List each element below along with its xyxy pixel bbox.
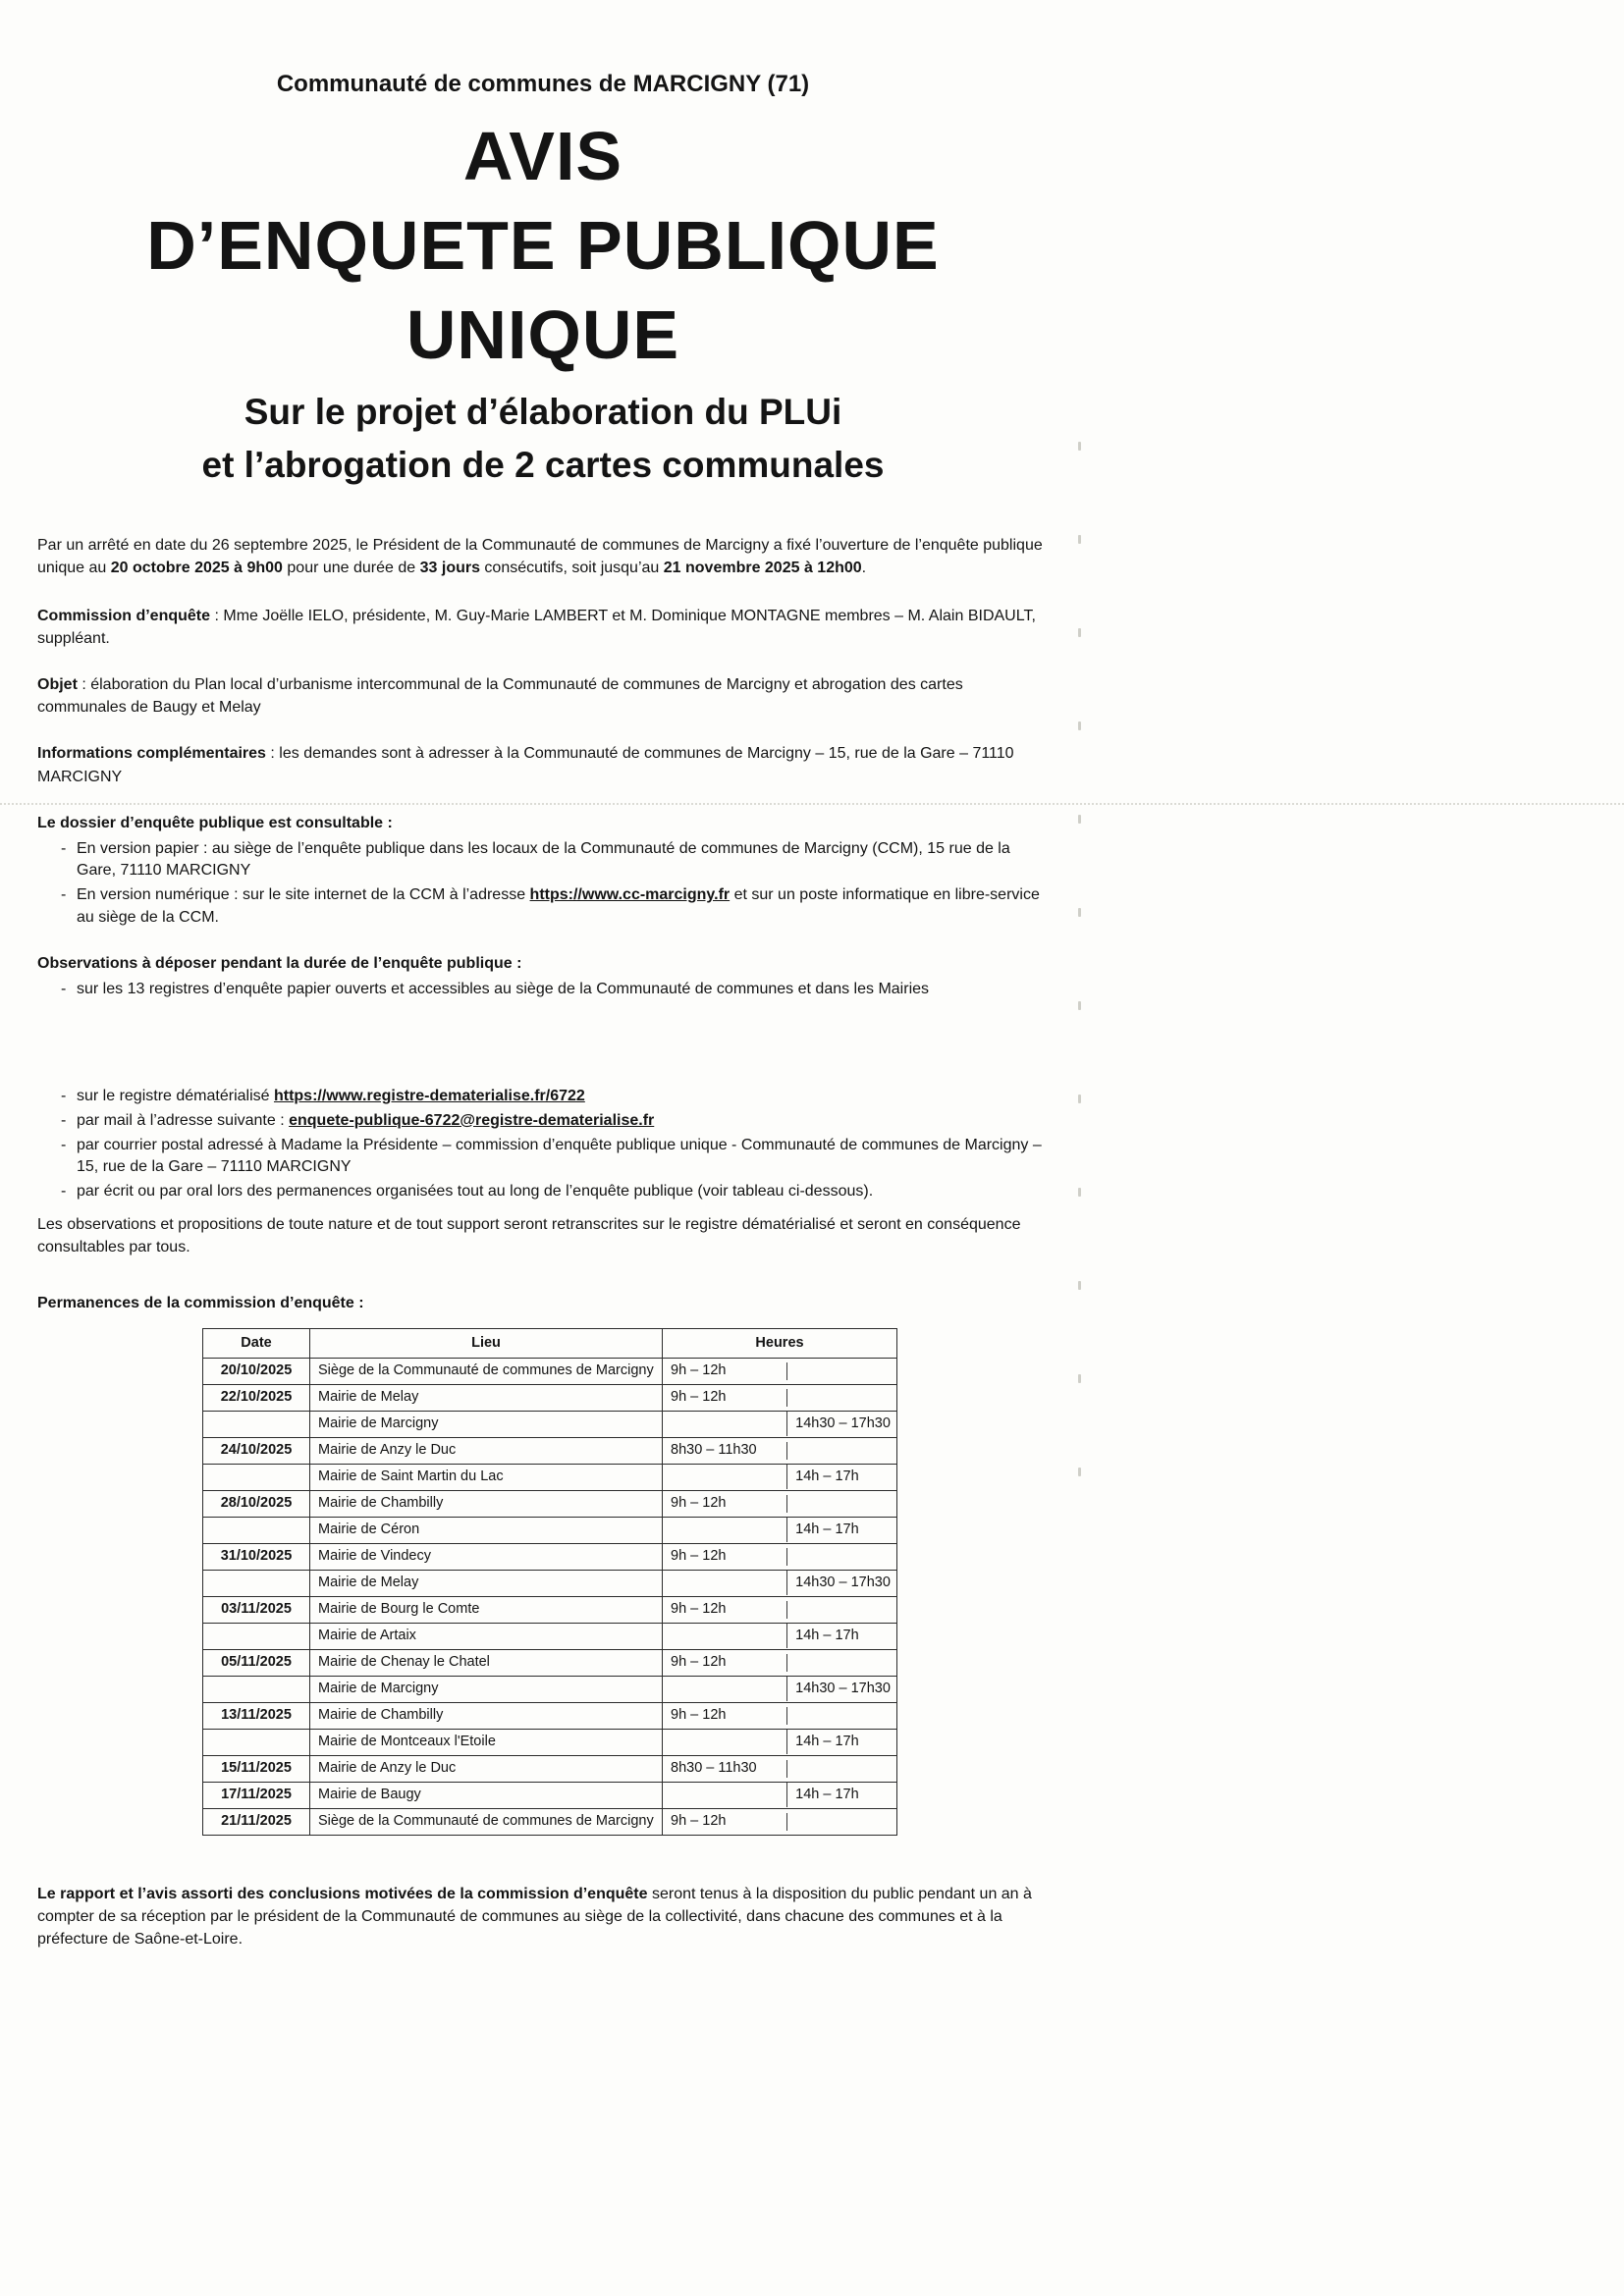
lieu-cell: Siège de la Communauté de communes de Marcigny	[310, 1358, 663, 1384]
afternoon-hours: 14h30 – 17h30	[786, 1677, 896, 1701]
text-segment: Informations complémentaires	[37, 745, 266, 763]
text-segment: En version papier : au siège de l’enquête publique dans les locaux de la Communauté de communes de Marcigny (CCM), 15 rue de la Gare, 71110 MARCIGNY	[77, 839, 1010, 880]
table-row	[203, 1676, 897, 1702]
text-segment: 20 octobre 2025 à 9h00	[110, 560, 283, 577]
intro-paragraph	[37, 534, 1049, 579]
lieu-cell: Mairie de Baugy	[310, 1782, 663, 1808]
text-segment: par mail à l’adresse suivante :	[77, 1111, 290, 1129]
document-content	[37, 0, 1049, 1950]
lieu-cell: Mairie de Melay	[310, 1570, 663, 1596]
text-segment: sur les 13 registres d’enquête papier ouverts et accessibles au siège de la Communauté de communes et dans les Mairies	[77, 981, 930, 998]
heures-cell	[663, 1543, 897, 1570]
list-item-mail	[61, 1110, 1049, 1133]
heures-cell	[663, 1517, 897, 1543]
table-row	[203, 1755, 897, 1782]
afternoon-hours	[786, 1389, 896, 1407]
dossier-heading: Le dossier d’enquête publique est consultable :	[37, 814, 393, 831]
table-row	[203, 1517, 897, 1543]
morning-hours: 8h30 – 11h30	[671, 1442, 757, 1459]
lieu-cell: Mairie de Chambilly	[310, 1490, 663, 1517]
table-row	[203, 1570, 897, 1596]
afternoon-hours	[786, 1760, 896, 1778]
morning-hours	[663, 1528, 786, 1532]
lieu-cell: Mairie de Marcigny	[310, 1411, 663, 1437]
date-cell: 21/11/2025	[203, 1808, 310, 1835]
date-cell: 31/10/2025	[203, 1543, 310, 1570]
heures-cell	[663, 1358, 897, 1384]
objet-paragraph	[37, 673, 1049, 719]
morning-hours	[663, 1422, 786, 1426]
table-row	[203, 1596, 897, 1623]
table-row	[203, 1437, 897, 1464]
lieu-cell: Mairie de Céron	[310, 1517, 663, 1543]
text-segment: Par un arrêté en date du 26 septembre 2025, le Président de la Communauté de communes de Marcigny a fixé l’ouverture de l’enquête publique unique au	[37, 537, 1043, 577]
text-segment: consécutifs, soit jusqu’au	[479, 560, 664, 577]
footer-paragraph	[37, 1883, 1049, 1950]
organization-header: Communauté de communes de MARCIGNY (71)	[276, 71, 810, 97]
text-segment: En version numérique : sur le site internet de la CCM à l’adresse	[77, 886, 530, 903]
heures-cell	[663, 1729, 897, 1755]
afternoon-hours: 14h – 17h	[786, 1518, 896, 1542]
permanences-table-head	[203, 1328, 897, 1358]
heures-cell	[663, 1702, 897, 1729]
lieu-cell: Mairie de Chenay le Chatel	[310, 1649, 663, 1676]
text-segment: pour une durée de	[282, 560, 420, 577]
heures-cell	[663, 1596, 897, 1623]
list-item-courrier-postal	[61, 1135, 1049, 1179]
date-cell: 20/10/2025	[203, 1358, 310, 1384]
morning-hours: 9h – 12h	[671, 1813, 727, 1830]
heures-cell	[663, 1490, 897, 1517]
permanences-table-body	[203, 1358, 897, 1835]
afternoon-hours	[786, 1548, 896, 1566]
table-row	[203, 1623, 897, 1649]
lieu-cell: Mairie de Melay	[310, 1384, 663, 1411]
morning-hours: 8h30 – 11h30	[671, 1760, 757, 1777]
table-row	[203, 1464, 897, 1490]
text-segment: .	[861, 560, 867, 577]
text-segment: sur le registre dématérialisé	[77, 1088, 274, 1105]
list-item-registres-papier	[61, 979, 1049, 1001]
col-header-lieu: Lieu	[310, 1328, 663, 1358]
table-row	[203, 1411, 897, 1437]
afternoon-hours: 14h – 17h	[786, 1730, 896, 1754]
afternoon-hours	[786, 1813, 896, 1831]
infos-paragraph	[37, 742, 1049, 787]
notice-title-line1: AVIS	[462, 118, 623, 194]
table-header-row	[203, 1328, 897, 1358]
date-cell: 17/11/2025	[203, 1782, 310, 1808]
lieu-cell: Mairie de Bourg le Comte	[310, 1596, 663, 1623]
afternoon-hours: 14h – 17h	[786, 1624, 896, 1648]
lieu-cell: Mairie de Montceaux l'Etoile	[310, 1729, 663, 1755]
morning-hours: 9h – 12h	[671, 1601, 727, 1618]
heures-cell	[663, 1437, 897, 1464]
table-row	[203, 1729, 897, 1755]
date-cell: 28/10/2025	[203, 1490, 310, 1517]
registre-dematerialise-link[interactable]: https://www.registre-dematerialise.fr/6722	[273, 1088, 585, 1105]
table-row	[203, 1649, 897, 1676]
date-cell	[203, 1517, 310, 1543]
text-segment: et sur un poste informatique en libre-service au siège de la CCM.	[77, 886, 1040, 926]
text-segment: Commission d’enquête	[37, 608, 211, 625]
table-row	[203, 1384, 897, 1411]
afternoon-hours	[786, 1601, 896, 1619]
cc-marcigny-link[interactable]: https://www.cc-marcigny.fr	[529, 886, 731, 903]
col-header-date: Date	[203, 1328, 310, 1358]
notice-subtitle-line2: et l’abrogation de 2 cartes communales	[201, 444, 885, 485]
afternoon-hours: 14h30 – 17h30	[786, 1412, 896, 1436]
commission-paragraph	[37, 605, 1049, 650]
notice-title	[37, 112, 1049, 380]
table-row	[203, 1782, 897, 1808]
text-segment: par courrier postal adressé à Madame la Présidente – commission d’enquête publique unique - Communauté de communes de Marcigny – 15, rue de la Gare – 71110 MARCIGNY	[77, 1136, 1042, 1176]
list-item-version-papier	[61, 838, 1049, 882]
notice-title-line2: D’ENQUETE PUBLIQUE UNIQUE	[146, 207, 940, 373]
morning-hours: 9h – 12h	[671, 1707, 727, 1724]
enquete-email-link[interactable]: enquete-publique-6722@registre-dematerialise.fr	[289, 1111, 655, 1129]
text-segment: : élaboration du Plan local d’urbanisme intercommunal de la Communauté de communes de Marcigny et abrogation des cartes communales de Baugy et Melay	[37, 676, 963, 717]
date-cell	[203, 1411, 310, 1437]
text-segment: 33 jours	[419, 560, 480, 577]
text-segment: Objet	[37, 676, 78, 694]
observations-heading: Observations à déposer pendant la durée de l’enquête publique :	[37, 955, 522, 973]
afternoon-hours	[786, 1707, 896, 1725]
heures-cell	[663, 1623, 897, 1649]
lieu-cell: Mairie de Anzy le Duc	[310, 1437, 663, 1464]
afternoon-hours: 14h – 17h	[786, 1465, 896, 1489]
text-segment: par écrit ou par oral lors des permanences organisées tout au long de l’enquête publique (voir tableau ci-dessous).	[77, 1183, 874, 1201]
heures-cell	[663, 1464, 897, 1490]
date-cell	[203, 1729, 310, 1755]
morning-hours: 9h – 12h	[671, 1362, 727, 1379]
text-segment: : Mme Joëlle IELO, présidente, M. Guy-Marie LAMBERT et M. Dominique MONTAGNE membres – M. Alain BIDAULT, suppléant.	[37, 608, 1036, 648]
dossier-list	[37, 838, 1049, 930]
heures-cell	[663, 1755, 897, 1782]
morning-hours: 9h – 12h	[671, 1495, 727, 1512]
heures-cell	[663, 1676, 897, 1702]
morning-hours	[663, 1740, 786, 1744]
morning-hours: 9h – 12h	[671, 1548, 727, 1565]
afternoon-hours	[786, 1442, 896, 1460]
morning-hours: 9h – 12h	[671, 1389, 727, 1406]
morning-hours	[663, 1793, 786, 1797]
afternoon-hours	[786, 1495, 896, 1513]
date-cell: 13/11/2025	[203, 1702, 310, 1729]
lieu-cell: Siège de la Communauté de communes de Marcigny	[310, 1808, 663, 1835]
date-cell	[203, 1676, 310, 1702]
text-segment: : les demandes sont à adresser à la Communauté de communes de Marcigny – 15, rue de la Gare – 71110 MARCIGNY	[37, 745, 1014, 785]
table-row	[203, 1490, 897, 1517]
afternoon-hours: 14h30 – 17h30	[786, 1571, 896, 1595]
lieu-cell: Mairie de Saint Martin du Lac	[310, 1464, 663, 1490]
heures-cell	[663, 1384, 897, 1411]
lieu-cell: Mairie de Anzy le Duc	[310, 1755, 663, 1782]
table-row	[203, 1358, 897, 1384]
notice-body	[37, 534, 1049, 1950]
heures-cell	[663, 1411, 897, 1437]
date-cell	[203, 1570, 310, 1596]
date-cell: 15/11/2025	[203, 1755, 310, 1782]
list-item-ecrit-oral	[61, 1181, 1049, 1203]
lieu-cell: Mairie de Vindecy	[310, 1543, 663, 1570]
heures-cell	[663, 1649, 897, 1676]
list-item-version-numerique	[61, 884, 1049, 929]
observations-list-part1	[37, 979, 1049, 1001]
notice-subtitle-line1: Sur le projet d’élaboration du PLUi	[244, 392, 842, 432]
date-cell	[203, 1464, 310, 1490]
scan-page-seam	[0, 803, 1624, 805]
afternoon-hours	[786, 1362, 896, 1380]
table-row	[203, 1702, 897, 1729]
lieu-cell: Mairie de Marcigny	[310, 1676, 663, 1702]
lieu-cell: Mairie de Chambilly	[310, 1702, 663, 1729]
afternoon-hours	[786, 1654, 896, 1672]
lieu-cell: Mairie de Artaix	[310, 1623, 663, 1649]
morning-hours: 9h – 12h	[671, 1654, 727, 1671]
morning-hours	[663, 1687, 786, 1691]
date-cell: 03/11/2025	[203, 1596, 310, 1623]
date-cell: 24/10/2025	[203, 1437, 310, 1464]
heures-cell	[663, 1782, 897, 1808]
text-segment: 21 novembre 2025 à 12h00	[663, 560, 862, 577]
table-row	[203, 1543, 897, 1570]
observations-list-part2	[37, 1086, 1049, 1203]
morning-hours	[663, 1581, 786, 1585]
table-row	[203, 1808, 897, 1835]
afternoon-hours: 14h – 17h	[786, 1783, 896, 1807]
heures-cell	[663, 1570, 897, 1596]
list-item-registre-dematerialise	[61, 1086, 1049, 1108]
heures-cell	[663, 1808, 897, 1835]
permanences-table	[202, 1328, 897, 1836]
text-segment: Le rapport et l’avis assorti des conclusions motivées de la commission d’enquête	[37, 1885, 648, 1902]
date-cell: 05/11/2025	[203, 1649, 310, 1676]
note-paragraph: Les observations et propositions de toute nature et de tout support seront retranscrites sur le registre dématérialisé et seront en conséquence consultables par tous.	[37, 1215, 1021, 1255]
notice-subtitle	[37, 386, 1049, 491]
date-cell: 22/10/2025	[203, 1384, 310, 1411]
morning-hours	[663, 1475, 786, 1479]
text-segment: seront tenus à la disposition du public pendant un an à compter de sa réception par le président de la Communauté de communes au siège de la collectivité, dans chacune des communes et à la préfecture de Saône-et-Loire.	[37, 1885, 1032, 1948]
date-cell	[203, 1623, 310, 1649]
morning-hours	[663, 1634, 786, 1638]
col-header-heures: Heures	[663, 1328, 897, 1358]
permanences-heading: Permanences de la commission d’enquête :	[37, 1294, 364, 1311]
